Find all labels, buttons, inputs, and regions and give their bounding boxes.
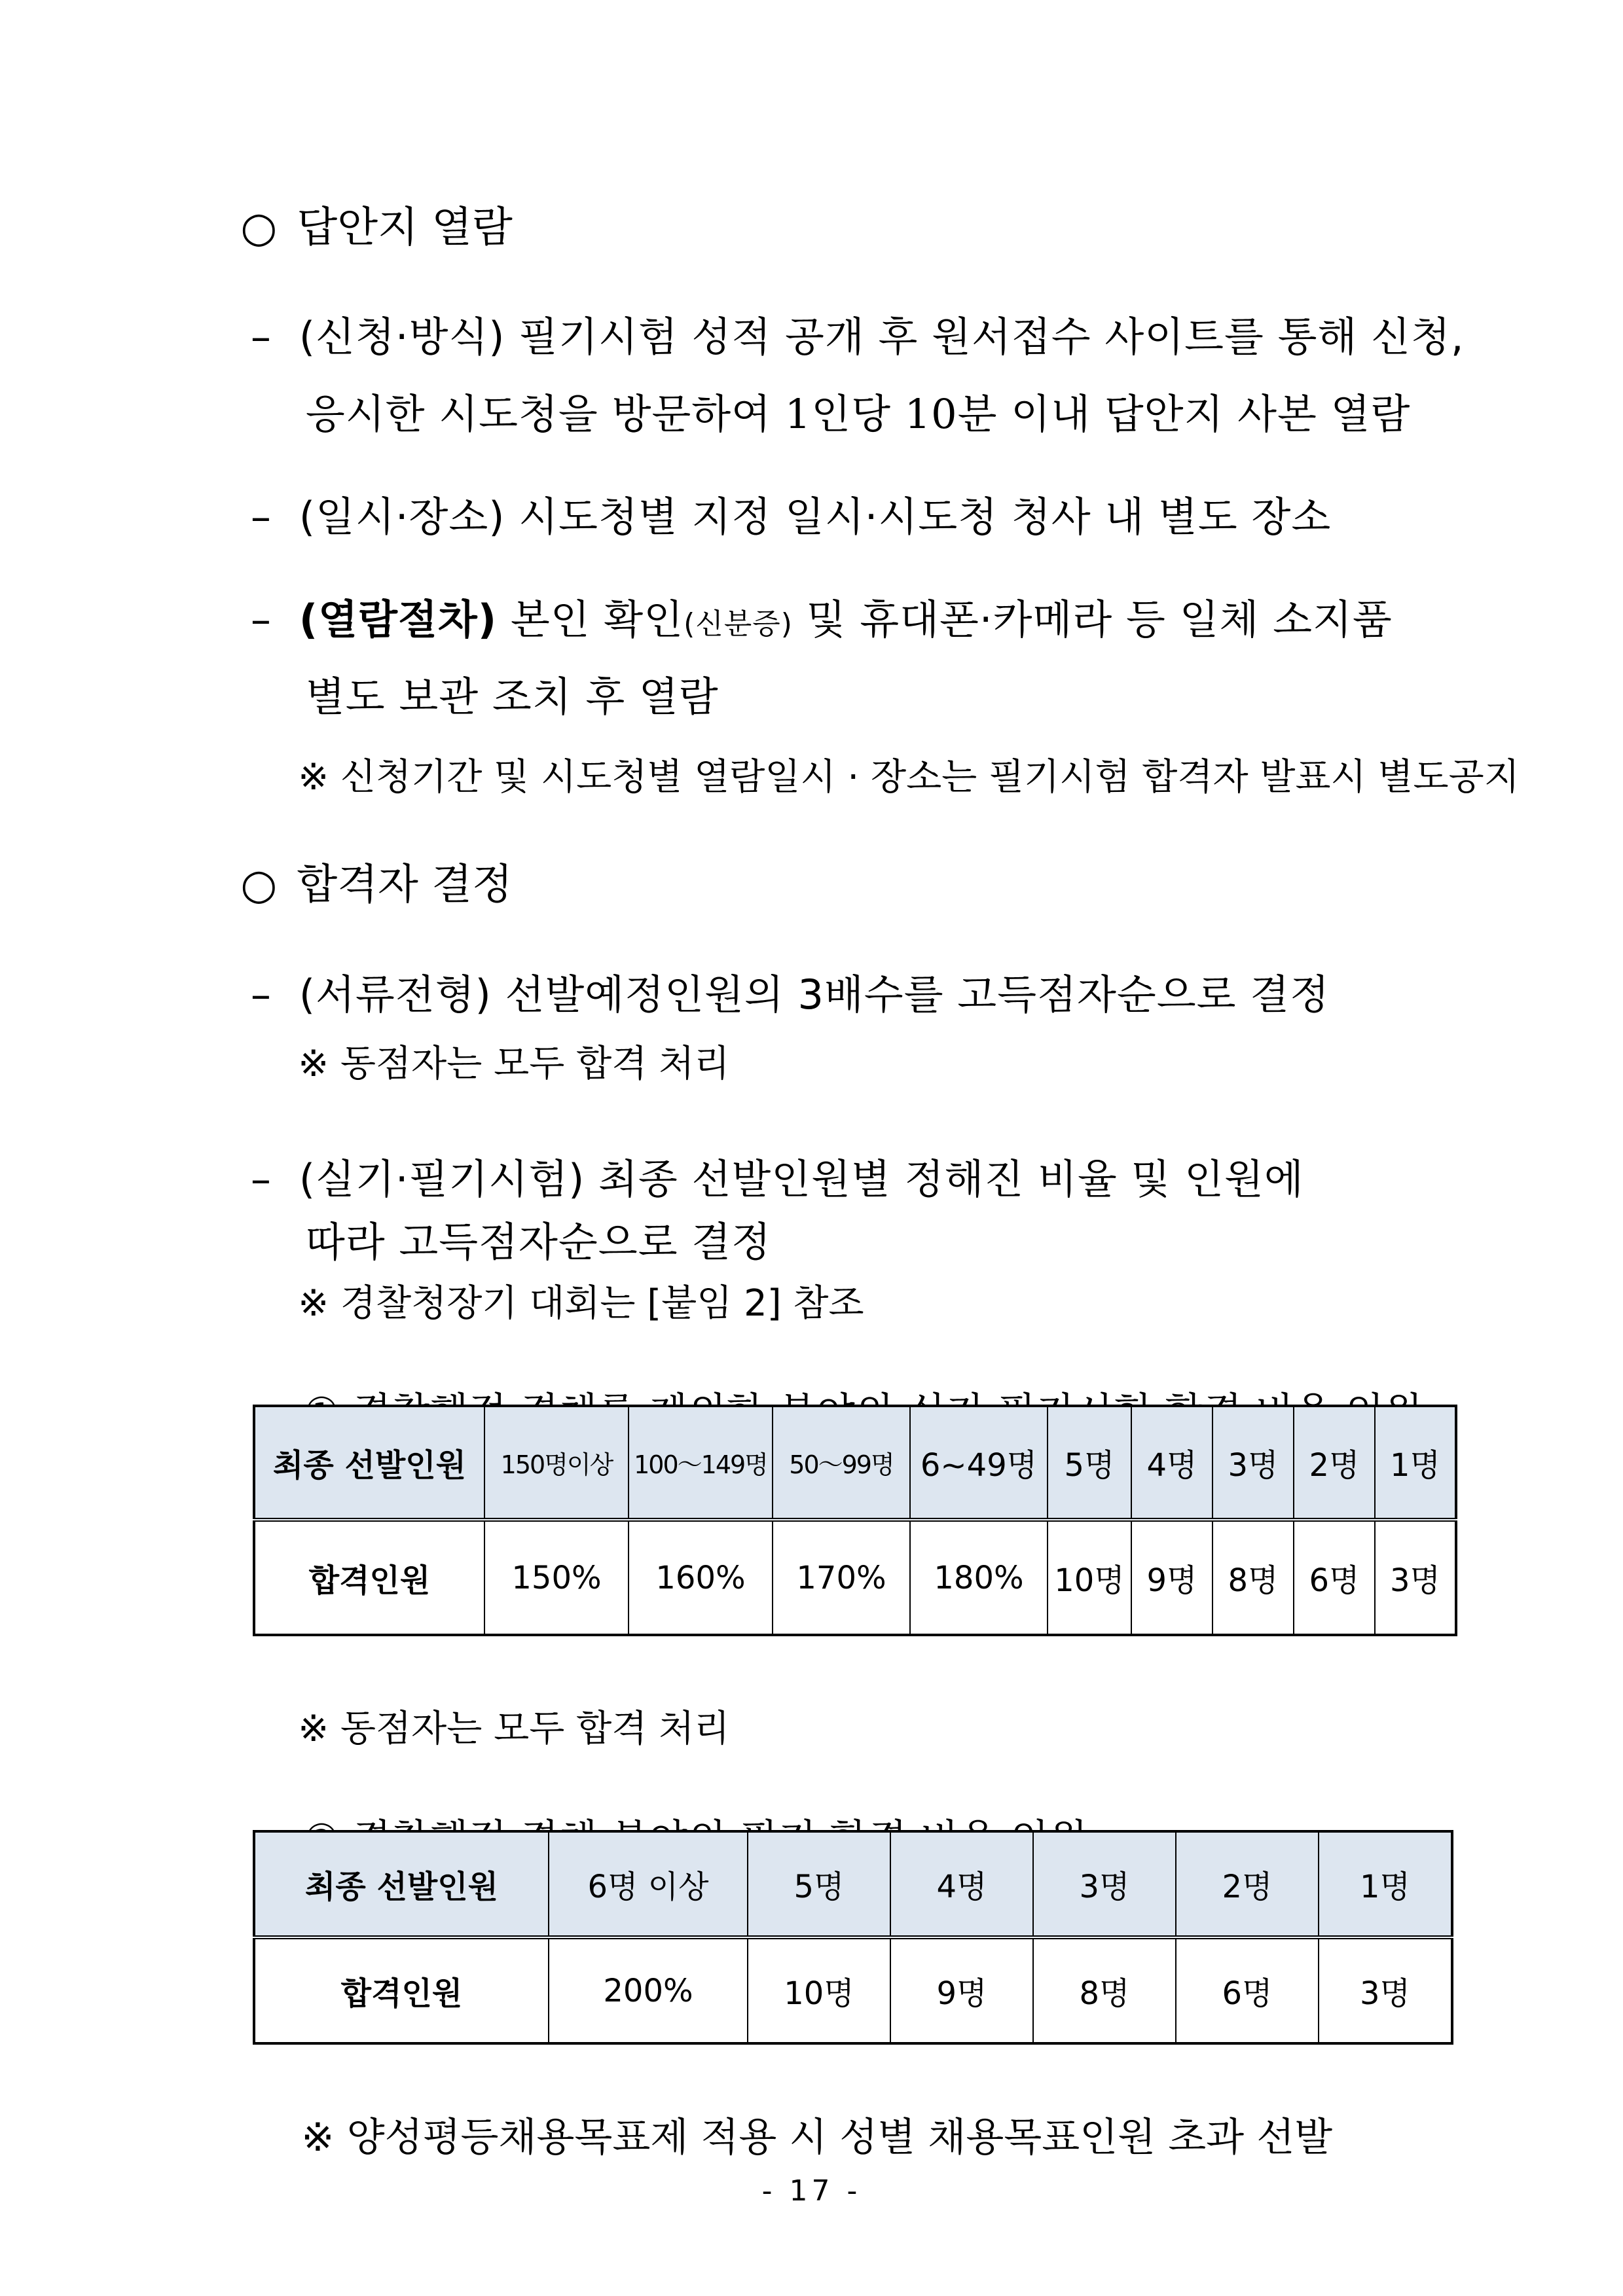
note-text: ※ 동점자는 모두 합격 처리 xyxy=(298,1708,730,1750)
table-cell: 6명 xyxy=(1294,1520,1375,1635)
item-text: 시도청별 지정 일시·시도청 청사 내 별도 장소 xyxy=(519,493,1332,541)
table-cell: 8명 xyxy=(1213,1520,1294,1635)
section-title: 답안지 열람 xyxy=(297,204,513,252)
dash-bullet: – xyxy=(250,1155,272,1203)
item-text: 별도 보관 조치 후 열람 xyxy=(305,673,719,721)
dash-bullet: – xyxy=(250,971,272,1018)
table-header-cell: 2명 xyxy=(1294,1406,1375,1520)
table-cell: 180% xyxy=(910,1520,1048,1635)
table-header-row xyxy=(254,1406,1456,1520)
item-tag: (서류전형) xyxy=(299,971,492,1018)
table-cell: 10명 xyxy=(748,1937,890,2043)
table-header-row xyxy=(254,1831,1452,1937)
item-text: 따라 고득점자순으로 결정 xyxy=(305,1218,772,1266)
table-cell: 9명 xyxy=(1131,1520,1213,1635)
table-cell: 10명 xyxy=(1048,1520,1131,1635)
table-header-cell: 6~49명 xyxy=(910,1406,1048,1520)
table-header-cell: 3명 xyxy=(1213,1406,1294,1520)
table-cell: 3명 xyxy=(1375,1520,1456,1635)
table-cell: 160% xyxy=(629,1520,773,1635)
table-row-header: 최종 선발인원 xyxy=(254,1406,484,1520)
circle-bullet-icon: ○ xyxy=(240,204,278,252)
table-row xyxy=(254,1937,1452,2043)
dash-bullet: – xyxy=(250,313,272,361)
item-text: 및 휴대폰·카메라 등 일체 소지품 xyxy=(806,596,1393,643)
table-row-header: 합격인원 xyxy=(254,1937,549,2043)
note-text: ※ 신청기간 및 시도청별 열람일시 · 장소는 필기시험 합격자 발표시 별도공지 xyxy=(298,756,1520,798)
table-row xyxy=(254,1520,1456,1635)
table-header-cell: 50～99명 xyxy=(773,1406,910,1520)
item-tag: (열람절차) xyxy=(299,596,498,643)
table-cell: 8명 xyxy=(1033,1937,1176,2043)
item-text: 최종 선발인원별 정해진 비율 및 인원에 xyxy=(598,1155,1304,1203)
item-tag: (일시·장소) xyxy=(299,493,505,541)
page-number: - 17 - xyxy=(761,2174,862,2208)
note-text: ※ 경찰청장기 대회는 [붙임 2] 참조 xyxy=(298,1282,864,1325)
table-header-cell: 150명이상 xyxy=(484,1406,629,1520)
table-header-cell: 3명 xyxy=(1033,1831,1176,1937)
table-cell: 150% xyxy=(484,1520,629,1635)
note-text: ※ 양성평등채용목표제 적용 시 성별 채용목표인원 초과 선발 xyxy=(301,2115,1333,2161)
table-header-cell: 6명 이상 xyxy=(549,1831,748,1937)
item-text: 응시한 시도청을 방문하여 1인당 10분 이내 답안지 사본 열람 xyxy=(305,390,1411,438)
table-row-header: 최종 선발인원 xyxy=(254,1831,549,1937)
table-header-cell: 5명 xyxy=(1048,1406,1131,1520)
item-tag: (신청·방식) xyxy=(299,313,505,361)
item-text: 선발예정인원의 3배수를 고득점자순으로 결정 xyxy=(505,971,1330,1018)
table-cell: 200% xyxy=(549,1937,748,2043)
item-text: 본인 확인 xyxy=(510,596,684,643)
table-header-cell: 5명 xyxy=(748,1831,890,1937)
table-cell: 9명 xyxy=(890,1937,1033,2043)
table-header-cell: 4명 xyxy=(1131,1406,1213,1520)
table-header-cell: 100～149명 xyxy=(629,1406,773,1520)
item-text: 필기시험 성적 공개 후 원서접수 사이트를 통해 신청, xyxy=(519,313,1465,361)
table-cell: 3명 xyxy=(1319,1937,1452,2043)
dash-bullet: – xyxy=(250,493,272,541)
table-header-cell: 1명 xyxy=(1319,1831,1452,1937)
table-header-cell: 2명 xyxy=(1176,1831,1319,1937)
item-text-small: (신분증) xyxy=(684,607,793,641)
note-text: ※ 동점자는 모두 합격 처리 xyxy=(298,1043,730,1085)
item-tag: (실기·필기시험) xyxy=(299,1155,585,1203)
table-row-header: 합격인원 xyxy=(254,1520,484,1635)
section-title: 합격자 결정 xyxy=(297,861,513,909)
table-cell: 6명 xyxy=(1176,1937,1319,2043)
dash-bullet: – xyxy=(250,596,272,643)
table-cell: 170% xyxy=(773,1520,910,1635)
pass-ratio-table-2 xyxy=(253,1830,1453,2045)
circle-bullet-icon: ○ xyxy=(240,861,278,909)
table-header-cell: 1명 xyxy=(1375,1406,1456,1520)
table-header-cell: 4명 xyxy=(890,1831,1033,1937)
pass-ratio-table-1 xyxy=(253,1405,1457,1636)
